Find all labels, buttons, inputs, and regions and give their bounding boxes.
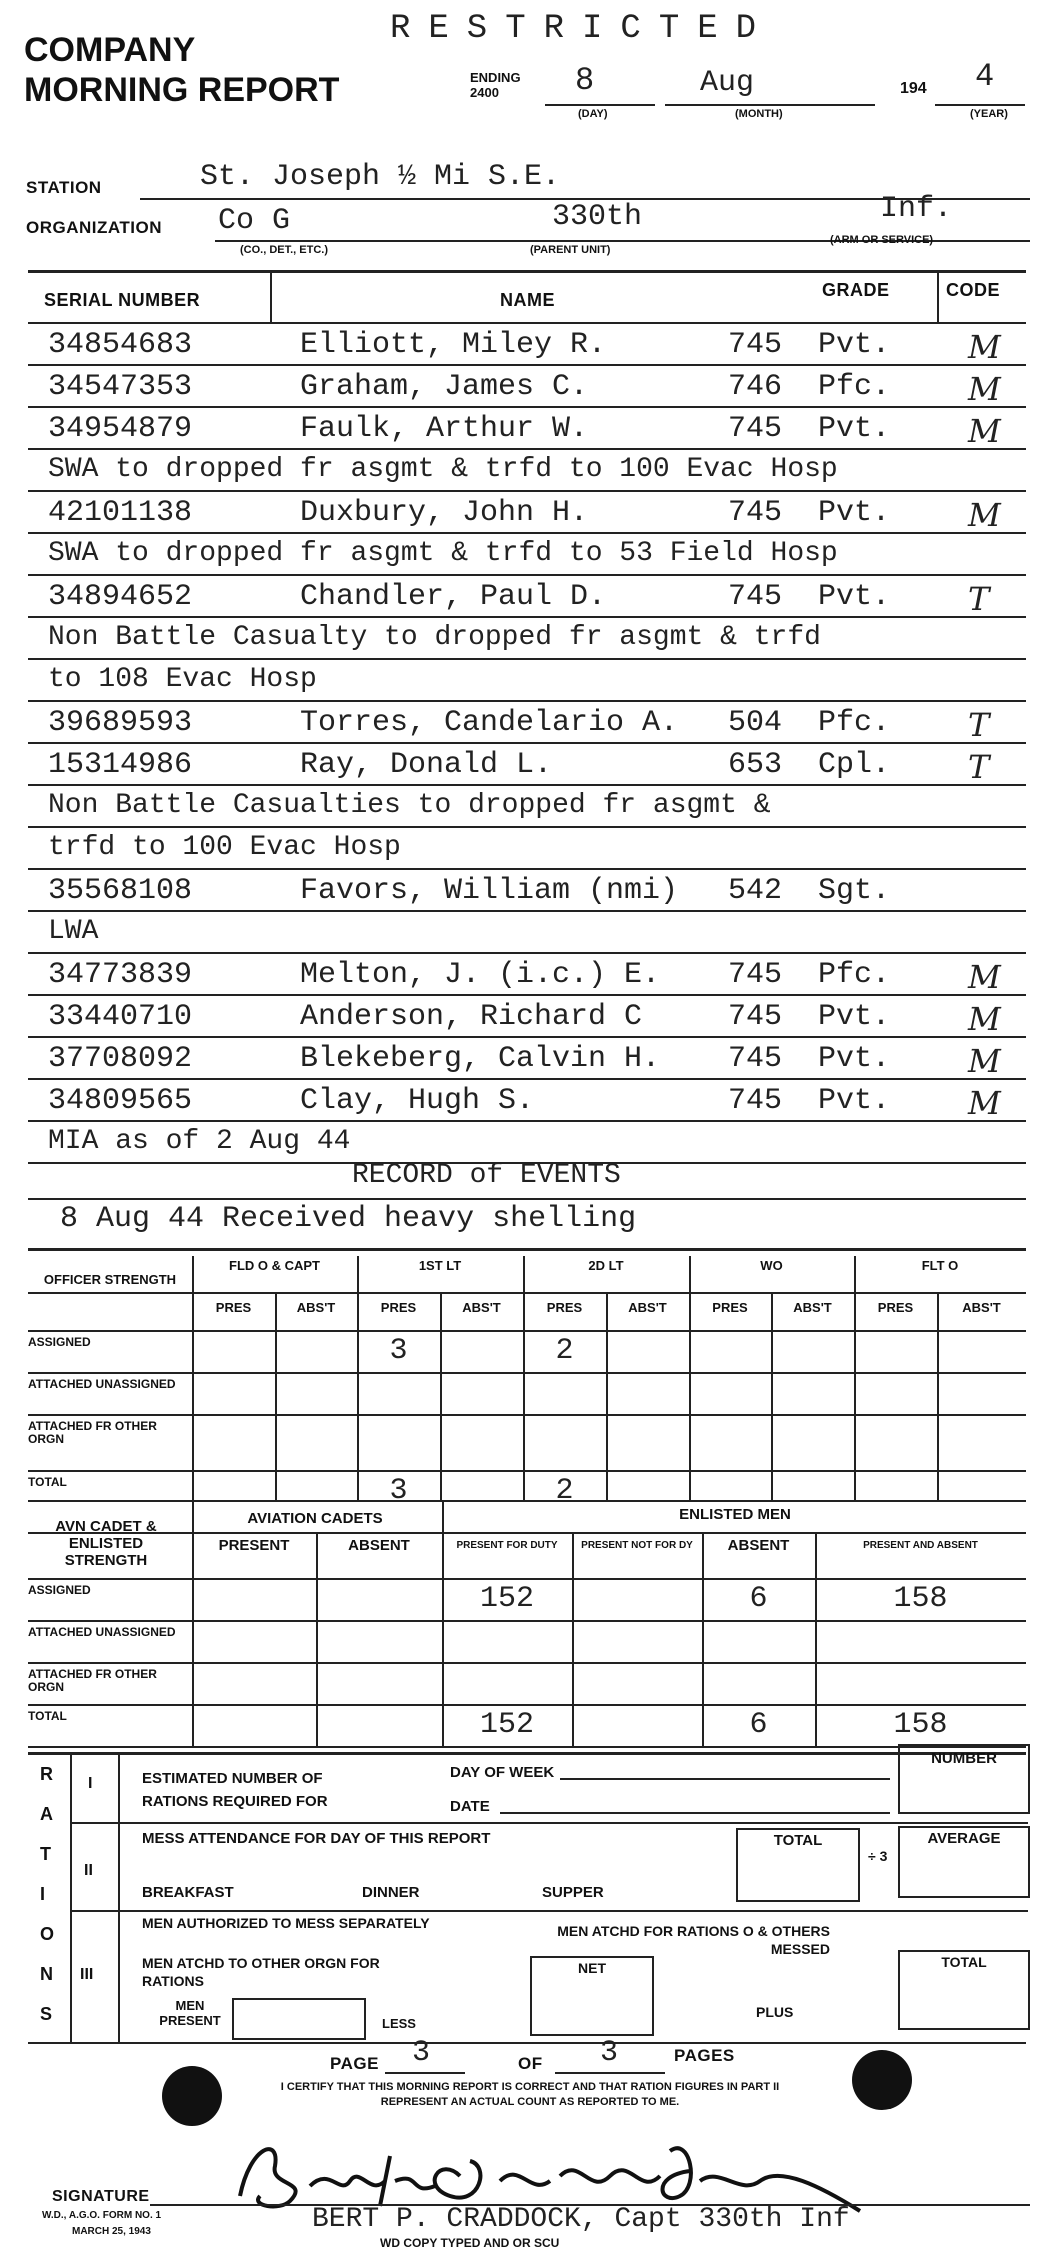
rations-ii-text: MESS ATTENDANCE FOR DAY OF THIS REPORT (142, 1830, 491, 1847)
rations-iii-plus: PLUS (756, 2004, 794, 2020)
spec-number: 745 (728, 412, 783, 446)
grade: Pfc. (818, 706, 891, 740)
binder-hole-left (162, 2066, 222, 2126)
duty-code: M (968, 1042, 1001, 1080)
table-row (28, 700, 1028, 742)
rations-ii-breakfast: BREAKFAST (142, 1884, 234, 1901)
officer-sub-header: PRES (712, 1300, 748, 1315)
spec-number: 745 (728, 1042, 783, 1076)
rations-ii-total-box (736, 1828, 860, 1902)
enlisted-sub-header: ABSENT (727, 1537, 790, 1554)
rations-side-letter: A (40, 1804, 53, 1824)
remark-text: Non Battle Casualty to dropped fr asgmt & trfd (48, 622, 821, 653)
enlisted-cell: 6 (749, 1708, 768, 1742)
table-row (28, 1036, 1028, 1078)
officer-sub-header: ABS'T (962, 1300, 1001, 1315)
rations-iii-net-label: NET (578, 1960, 606, 1976)
officer-sub-header: ABS'T (296, 1300, 336, 1315)
rations-iii-atchd: MEN ATCHD FOR RATIONS O & OTHERS MESSED (557, 1923, 830, 1957)
rations-iii-text1: MEN AUTHORIZED TO MESS SEPARATELY (142, 1915, 430, 1931)
ending-label: ENDING 2400 (470, 70, 521, 100)
rations-iii-men-present: MEN PRESENT (159, 1998, 221, 2028)
remark-text: SWA to dropped fr asgmt & trfd to 100 Evac Hosp (48, 454, 838, 485)
record-of-events-text: 8 Aug 44 Received heavy shelling (60, 1202, 637, 1236)
remark-text: Non Battle Casualties to dropped fr asgmt & (48, 790, 771, 821)
day-caption: (DAY) (578, 108, 608, 120)
soldier-name: Graham, James C. (300, 370, 589, 404)
year-caption: (YEAR) (970, 108, 1008, 120)
rations-i-number-label: NUMBER (931, 1750, 997, 1767)
duty-code: M (968, 1084, 1001, 1122)
soldier-name: Blekeberg, Calvin H. (300, 1042, 661, 1076)
binder-hole-right (852, 2050, 912, 2110)
form-title-line2: MORNING REPORT (24, 71, 340, 109)
column-code: CODE (946, 280, 1001, 300)
grade: Cpl. (818, 748, 891, 782)
soldier-name: Torres, Candelario A. (300, 706, 679, 740)
officer-row-label: ATTACHED FR OTHER ORGN (28, 1419, 157, 1446)
duty-code: T (968, 748, 990, 786)
table-row (28, 1078, 1028, 1120)
spec-number: 653 (728, 748, 783, 782)
total-pages: 3 (600, 2036, 619, 2070)
soldier-name: Elliott, Miley R. (300, 328, 607, 362)
serial-number: 34854683 (48, 328, 193, 362)
record-of-events-title: RECORD of EVENTS (352, 1160, 621, 1191)
remark-text: trfd to 100 Evac Hosp (48, 832, 401, 863)
table-row (28, 952, 1028, 994)
rations-side-letter: T (40, 1844, 51, 1864)
grade: Sgt. (818, 874, 891, 908)
rations-i-number-box (898, 1744, 1030, 1814)
serial-number: 42101138 (48, 496, 193, 530)
spec-number: 745 (728, 580, 783, 614)
remark-text: MIA as of 2 Aug 44 (48, 1126, 351, 1157)
signer-name: BERT P. CRADDOCK, Capt 330th Inf (312, 2204, 850, 2235)
signature-label: SIGNATURE (52, 2188, 150, 2205)
form-title-line1: COMPANY (24, 31, 196, 69)
spec-number: 745 (728, 328, 783, 362)
spec-number: 746 (728, 370, 783, 404)
enlisted-row-label: ATTACHED UNASSIGNED (28, 1625, 176, 1639)
table-row (28, 994, 1028, 1036)
serial-number: 39689593 (48, 706, 193, 740)
officer-sub-header: PRES (877, 1300, 914, 1315)
serial-number: 34894652 (48, 580, 193, 614)
aviation-cadets-title: AVIATION CADETS (247, 1510, 383, 1527)
company-caption: (CO., DET., ETC.) (240, 244, 328, 256)
remark-row (28, 910, 1028, 952)
serial-number: 37708092 (48, 1042, 193, 1076)
duty-code: M (968, 370, 1001, 408)
enlisted-sub-header: PRESENT NOT FOR DY (581, 1540, 693, 1551)
grade: Pvt. (818, 1042, 891, 1076)
organization-unit: 330th (552, 200, 643, 234)
remark-row (28, 532, 1028, 574)
enlisted-row-label: TOTAL (28, 1709, 67, 1723)
certification-text: I CERTIFY THAT THIS MORNING REPORT IS CORRECT AND THAT RATION FIGURES IN PART II REPRESENT AN ACTUAL COUNT AS REPORTED TO ME. (280, 2081, 780, 2108)
remark-row (28, 448, 1028, 490)
rations-ii-average-label: AVERAGE (927, 1830, 1001, 1847)
remark-row (28, 1120, 1028, 1162)
officer-group-header: FLD O & CAPT (229, 1258, 320, 1273)
enlisted-men-title: ENLISTED MEN (679, 1506, 791, 1523)
rations-iii-text2: MEN ATCHD TO OTHER ORGN FOR RATIONS (142, 1955, 380, 1989)
table-row (28, 364, 1028, 406)
rations-ii-total-label: TOTAL (773, 1832, 823, 1849)
officer-sub-header: PRES (546, 1300, 583, 1315)
station-label: STATION (26, 178, 102, 197)
rations-side-letter: N (40, 1964, 53, 1984)
rations-i-date: DATE (450, 1798, 490, 1815)
rations-i-day-of-week: DAY OF WEEK (450, 1764, 555, 1781)
officer-group-header: 2D LT (588, 1258, 624, 1273)
rations-iii-men-present-box (232, 1998, 366, 2040)
enlisted-sub-header: PRESENT AND ABSENT (863, 1540, 978, 1551)
rations-ii-supper: SUPPER (542, 1884, 604, 1901)
enlisted-sub-header: PRESENT FOR DUTY (456, 1540, 558, 1551)
officer-cell: 2 (555, 1474, 574, 1508)
duty-code: T (968, 706, 990, 744)
soldier-name: Ray, Donald L. (300, 748, 553, 782)
table-row (28, 868, 1028, 910)
station-value: St. Joseph ½ Mi S.E. (200, 160, 561, 194)
year-prefix: 194 (900, 80, 927, 97)
rations-iii-less: LESS (382, 2016, 416, 2031)
officer-cell: 3 (389, 1474, 408, 1508)
serial-number: 34773839 (48, 958, 193, 992)
officer-cell: 3 (389, 1334, 408, 1368)
officer-row-label: TOTAL (28, 1475, 67, 1489)
officer-row-label: ATTACHED UNASSIGNED (28, 1377, 176, 1391)
spec-number: 504 (728, 706, 783, 740)
grade: Pfc. (818, 958, 891, 992)
arm-caption: (ARM OR SERVICE) (830, 234, 934, 246)
duty-code: T (968, 580, 990, 618)
remark-row (28, 616, 1028, 658)
officer-sub-header: ABS'T (628, 1300, 667, 1315)
rations-iii-total-box (898, 1950, 1030, 2030)
of-label: OF (518, 2054, 543, 2073)
table-row (28, 322, 1028, 364)
remark-text: SWA to dropped fr asgmt & trfd to 53 Field Hosp (48, 538, 838, 569)
rations-iii-total-label: TOTAL (941, 1954, 987, 1970)
rations-side-letter: S (40, 2004, 53, 2024)
enlisted-row-label: ATTACHED FR OTHER ORGN (28, 1667, 157, 1694)
soldier-name: Melton, J. (i.c.) E. (300, 958, 661, 992)
grade: Pvt. (818, 580, 891, 614)
organization-company: Co G (218, 204, 291, 238)
handwritten-signature (220, 2126, 920, 2216)
spec-number: 542 (728, 874, 783, 908)
duty-code: M (968, 412, 1001, 450)
spec-number: 745 (728, 958, 783, 992)
officer-sub-header: PRES (215, 1300, 252, 1315)
table-row (28, 742, 1028, 784)
enlisted-cell: 158 (893, 1582, 948, 1616)
soldier-name: Clay, Hugh S. (300, 1084, 535, 1118)
enlisted-cell: 152 (479, 1708, 534, 1742)
rations-i-text2: RATIONS REQUIRED FOR (142, 1793, 328, 1810)
soldier-name: Chandler, Paul D. (300, 580, 607, 614)
officer-sub-header: PRES (380, 1300, 417, 1315)
officer-group-header: FLT O (921, 1258, 959, 1273)
form-title (24, 30, 339, 110)
grade: Pvt. (818, 1000, 891, 1034)
enlisted-cell: 152 (479, 1582, 534, 1616)
rations-side-letter: O (40, 1924, 55, 1944)
soldier-name: Duxbury, John H. (300, 496, 589, 530)
organization-label: ORGANIZATION (26, 218, 163, 237)
rations-iii-net-box (530, 1956, 654, 2036)
column-grade: GRADE (822, 280, 890, 300)
copy-note: WD COPY TYPED AND OR SCU (380, 2236, 560, 2250)
soldier-name: Faulk, Arthur W. (300, 412, 589, 446)
table-row (28, 574, 1028, 616)
rations-side-letter: R (40, 1764, 53, 1784)
serial-number: 34809565 (48, 1084, 193, 1118)
organization-arm: Inf. (880, 192, 953, 226)
enlisted-sub-header: PRESENT (218, 1537, 290, 1554)
report-year: 4 (975, 58, 995, 95)
duty-code: M (968, 1000, 1001, 1038)
serial-number: 34954879 (48, 412, 193, 446)
form-number: W.D., A.G.O. FORM NO. 1 (42, 2210, 162, 2221)
rations-part-ii: II (84, 1862, 93, 1879)
enlisted-row-label: ASSIGNED (28, 1583, 91, 1597)
month-caption: (MONTH) (735, 108, 783, 120)
soldier-name: Anderson, Richard C (300, 1000, 643, 1034)
rations-part-iii: III (80, 1966, 94, 1983)
rations-ii-divide: ÷ 3 (868, 1848, 888, 1864)
table-row (28, 406, 1028, 448)
spec-number: 745 (728, 496, 783, 530)
duty-code: M (968, 958, 1001, 996)
enlisted-sub-header: ABSENT (348, 1537, 410, 1554)
page-label: PAGE (330, 2054, 379, 2073)
enlisted-cell: 6 (749, 1582, 768, 1616)
report-day: 8 (575, 62, 595, 99)
serial-number: 15314986 (48, 748, 193, 782)
remark-text: to 108 Evac Hosp (48, 664, 317, 695)
officer-row-label: ASSIGNED (28, 1335, 91, 1349)
serial-number: 33440710 (48, 1000, 193, 1034)
pages-label: PAGES (674, 2046, 735, 2065)
grade: Pvt. (818, 1084, 891, 1118)
rations-side-letter: I (40, 1884, 46, 1904)
spec-number: 745 (728, 1000, 783, 1034)
unit-caption: (PARENT UNIT) (530, 244, 611, 256)
soldier-name: Favors, William (nmi) (300, 874, 679, 908)
remark-text: LWA (48, 916, 99, 947)
remark-row (28, 658, 1028, 700)
enlisted-cell: 158 (893, 1708, 948, 1742)
officer-sub-header: ABS'T (793, 1300, 832, 1315)
classification-stamp: RESTRICTED (390, 10, 775, 48)
officer-group-header: 1ST LT (418, 1258, 462, 1273)
column-serial-number: SERIAL NUMBER (44, 290, 201, 310)
grade: Pvt. (818, 412, 891, 446)
serial-number: 34547353 (48, 370, 193, 404)
form-date: MARCH 25, 1943 (72, 2226, 151, 2237)
rations-part-i: I (88, 1775, 93, 1792)
officer-group-header: WO (760, 1258, 783, 1273)
grade: Pfc. (818, 370, 891, 404)
officer-cell: 2 (555, 1334, 574, 1368)
remark-row (28, 826, 1028, 868)
grade: Pvt. (818, 496, 891, 530)
rations-i-text1: ESTIMATED NUMBER OF (142, 1770, 323, 1787)
rations-ii-average-box (898, 1826, 1030, 1898)
spec-number: 745 (728, 1084, 783, 1118)
page-number: 3 (412, 2036, 431, 2070)
report-month: Aug (700, 66, 755, 100)
rations-ii-dinner: DINNER (362, 1884, 420, 1901)
officer-sub-header: ABS'T (462, 1300, 501, 1315)
duty-code: M (968, 328, 1001, 366)
officer-strength-title: OFFICER STRENGTH (43, 1272, 177, 1287)
duty-code: M (968, 496, 1001, 534)
grade: Pvt. (818, 328, 891, 362)
table-row (28, 490, 1028, 532)
column-name: NAME (500, 290, 555, 310)
serial-number: 35568108 (48, 874, 193, 908)
enlisted-strength-title: AVN CADET & ENLISTED STRENGTH (55, 1518, 157, 1569)
remark-row (28, 784, 1028, 826)
